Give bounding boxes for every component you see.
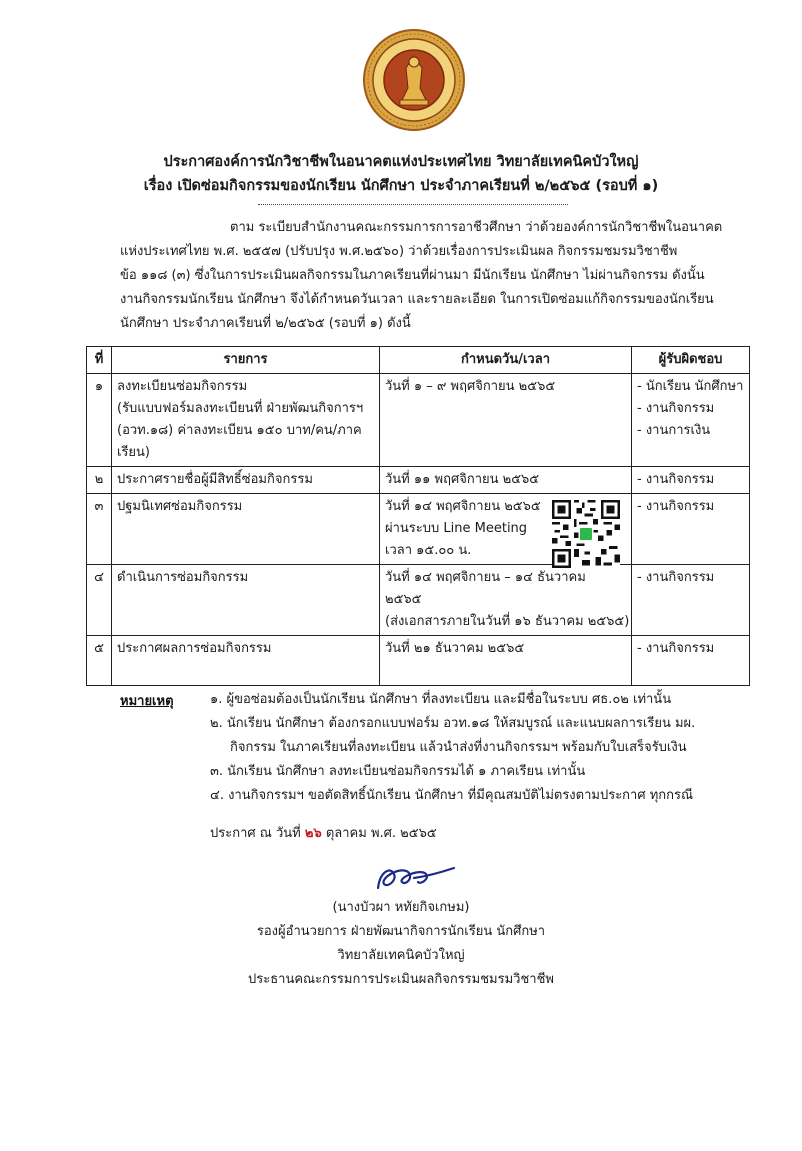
resp-line: - งานกิจกรรม <box>637 641 715 656</box>
intro-line-5: นักศึกษา ประจำภาคเรียนที่ ๒/๒๕๖๕ (รอบที่ ๑) ดังนี้ <box>120 316 411 331</box>
row-number: ๔ <box>87 565 112 636</box>
note-item-4: ๔. งานกิจกรรมฯ ขอตัดสิทธิ์นักเรียน นักศึกษา ที่มีคุณสมบัติไม่ตรงตามประกาศ ทุกกรณี <box>210 788 694 803</box>
signatory-position-3: ประธานคณะกรรมการประเมินผลกิจกรรมชมรมวิชาชีพ <box>248 972 554 987</box>
announce-date <box>210 822 437 845</box>
announce-prefix: ประกาศ ณ วันที่ <box>210 826 301 841</box>
line-meeting-qr-code[interactable] <box>552 500 620 568</box>
announce-suffix: ตุลาคม พ.ศ. ๒๕๖๕ <box>325 826 437 841</box>
announcement-subject: เรื่อง เปิดซ่อมกิจกรรมของนักเรียน นักศึกษา ประจำภาคเรียนที่ ๒/๒๕๖๕ (รอบที่ ๑) <box>143 178 659 194</box>
row-item <box>112 467 380 494</box>
date-line: ผ่านระบบ Line Meeting <box>385 521 528 536</box>
resp-line: - งานกิจกรรม <box>637 499 715 514</box>
signatory-position-1: รองผู้อำนวยการ ฝ่ายพัฒนากิจการนักเรียน นักศึกษา <box>256 924 546 939</box>
resp-line: - งานกิจกรรม <box>637 472 715 487</box>
intro-line-2: แห่งประเทศไทย พ.ศ. ๒๕๕๗ (ปรับปรุง พ.ศ.๒๕๖๐) ว่าด้วยเรื่องการประเมินผล กิจกรรมชมรมวิชาชีพ <box>120 244 678 259</box>
resp-line: - นักเรียน นักศึกษา <box>637 379 744 394</box>
table-header-row <box>87 347 750 374</box>
divider-dots <box>258 204 568 205</box>
item-line: ปฐมนิเทศซ่อมกิจกรรม <box>117 499 243 514</box>
row-number: ๕ <box>87 636 112 686</box>
row-item <box>112 636 380 686</box>
row-item <box>112 565 380 636</box>
row-number: ๓ <box>87 494 112 565</box>
handwritten-signature <box>370 858 460 898</box>
announcement-title: ประกาศองค์การนักวิชาชีพในอนาคตแห่งประเทศไทย วิทยาลัยเทคนิคบัวใหญ่ <box>163 154 639 170</box>
row-responsible <box>632 494 750 565</box>
col-header-no: ที่ <box>87 347 112 374</box>
row-responsible <box>632 467 750 494</box>
note-item-2: ๒. นักเรียน นักศึกษา ต้องกรอกแบบฟอร์ม อวท.๑๘ ให้สมบูรณ์ และแนบผลการเรียน มผ. <box>210 716 696 731</box>
table-row <box>87 636 750 686</box>
row-item <box>112 374 380 467</box>
date-line: วันที่ ๑๑ พฤศจิกายน ๒๕๖๕ <box>385 472 540 487</box>
table-row <box>87 494 750 565</box>
note-item-3: ๓. นักเรียน นักศึกษา ลงทะเบียนซ่อมกิจกรรมได้ ๑ ภาคเรียน เท่านั้น <box>210 764 586 779</box>
col-header-date: กำหนดวัน/เวลา <box>380 347 632 374</box>
row-date <box>380 374 632 467</box>
item-line: ประกาศผลการซ่อมกิจกรรม <box>117 641 272 656</box>
row-number: ๒ <box>87 467 112 494</box>
date-line: วันที่ ๑๔ พฤศจิกายน ๒๕๖๕ <box>385 499 541 514</box>
date-line: วันที่ ๑ – ๙ พฤศจิกายน ๒๕๖๕ <box>385 379 556 394</box>
row-item <box>112 494 380 565</box>
date-line: (ส่งเอกสารภายในวันที่ ๑๖ ธันวาคม ๒๕๖๕) <box>385 614 630 629</box>
row-date <box>380 636 632 686</box>
table-row <box>87 467 750 494</box>
note-item-1: ๑. ผู้ขอซ่อมต้องเป็นนักเรียน นักศึกษา ที่ลงทะเบียน และมีชื่อในระบบ ศธ.๐๒ เท่านั้น <box>210 692 672 707</box>
schedule-table <box>86 346 750 686</box>
item-line: (รับแบบฟอร์มลงทะเบียนที่ ฝ่ายพัฒนกิจการฯ <box>117 401 364 416</box>
table-row <box>87 374 750 467</box>
row-responsible <box>632 636 750 686</box>
date-line: วันที่ ๒๑ ธันวาคม ๒๕๖๕ <box>385 641 525 656</box>
row-responsible <box>632 374 750 467</box>
intro-line-3: ข้อ ๑๑๘ (๓) ซึ่งในการประเมินผลกิจกรรมในภาคเรียนที่ผ่านมา มีนักเรียน นักศึกษา ไม่ผ่านกิจกรรม ดังนั้น <box>120 268 705 283</box>
item-line: ดำเนินการซ่อมกิจกรรม <box>117 570 249 585</box>
item-line: เรียน) <box>117 445 151 460</box>
row-date <box>380 565 632 636</box>
date-line: วันที่ ๑๔ พฤศจิกายน – ๑๔ ธันวาคม <box>385 570 586 585</box>
note-item-2-cont: กิจกรรม ในภาคเรียนที่ลงทะเบียน แล้วนำส่งที่งานกิจกรรมฯ พร้อมกับใบเสร็จรับเงิน <box>230 740 687 755</box>
resp-line: - งานกิจกรรม <box>637 401 715 416</box>
date-line: ๒๕๖๕ <box>385 592 422 607</box>
item-line: ลงทะเบียนซ่อมกิจกรรม <box>117 379 248 394</box>
table-row <box>87 565 750 636</box>
intro-line-1: ตาม ระเบียบสำนักงานคณะกรรมการการอาชีวศึกษา ว่าด้วยองค์การนักวิชาชีพในอนาคต <box>230 220 723 235</box>
date-line: เวลา ๑๕.๐๐ น. <box>385 543 472 558</box>
col-header-responsible: ผู้รับผิดชอบ <box>632 347 750 374</box>
row-responsible <box>632 565 750 636</box>
organization-seal-logo <box>362 28 466 132</box>
notes-label: หมายเหตุ <box>120 694 174 709</box>
item-line: ประกาศรายชื่อผู้มีสิทธิ์ซ่อมกิจกรรม <box>117 472 313 487</box>
signatory-position-2: วิทยาลัยเทคนิคบัวใหญ่ <box>337 948 465 963</box>
resp-line: - งานการเงิน <box>637 423 711 438</box>
row-date <box>380 467 632 494</box>
announce-day: ๒๖ <box>304 826 322 841</box>
intro-line-4: งานกิจกรรมนักเรียน นักศึกษา จึงได้กำหนดวันเวลา และรายละเอียด ในการเปิดซ่อมแก้กิจกรรมของนักเรียน <box>120 292 714 307</box>
row-number: ๑ <box>87 374 112 467</box>
item-line: (อวท.๑๘) ค่าลงทะเบียน ๑๕๐ บาท/คน/ภาค <box>117 423 362 438</box>
col-header-item: รายการ <box>112 347 380 374</box>
resp-line: - งานกิจกรรม <box>637 570 715 585</box>
signatory-name: (นางบัวผา หทัยกิจเกษม) <box>332 900 470 915</box>
